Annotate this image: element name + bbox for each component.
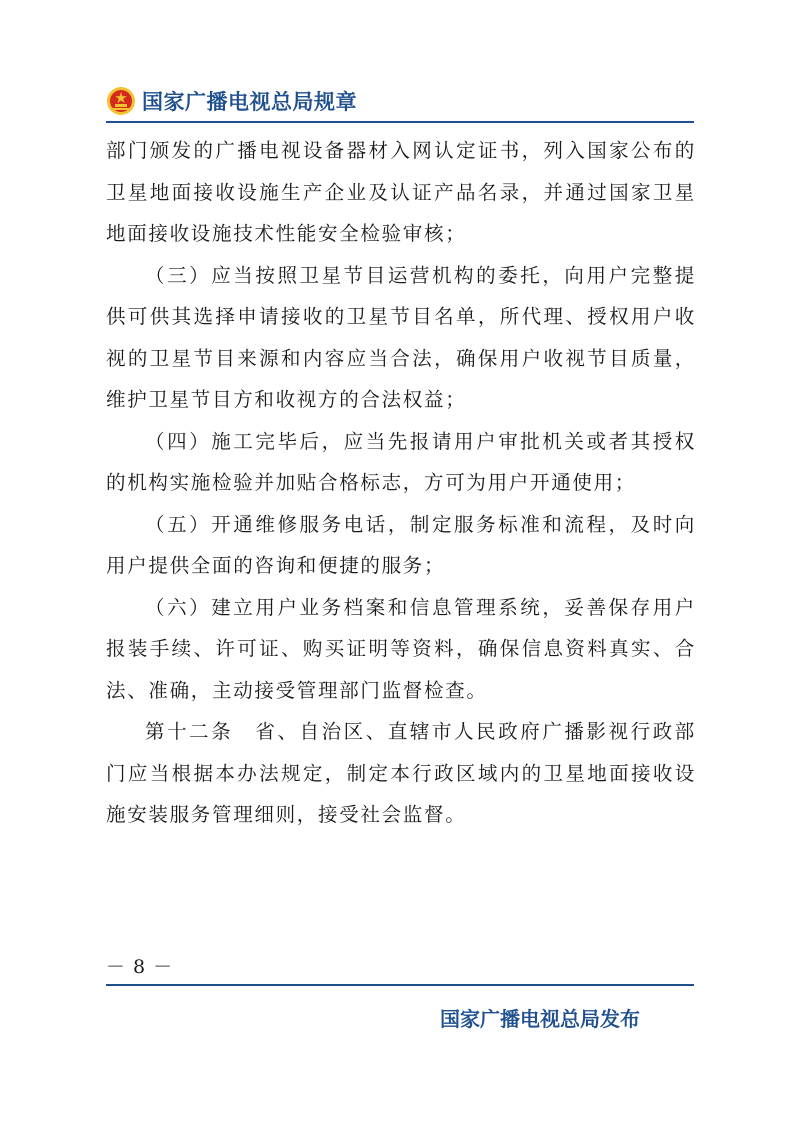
body-paragraph: （六）建立用户业务档案和信息管理系统，妥善保存用户报装手续、许可证、购买证明等资料，确保信息资料真实、合法、准确，主动接受管理部门监督检查。 [106, 595, 696, 702]
header-title: 国家广播电视总局规章 [142, 90, 357, 114]
footer-divider [106, 984, 694, 986]
body-paragraph: （四）施工完毕后，应当先报请用户审批机关或者其授权的机构实施检验并加贴合格标志，方可为用户开通使用； [106, 429, 696, 494]
publisher-footer: 国家广播电视总局发布 [440, 1007, 640, 1031]
page-number: － 8 － [106, 956, 174, 978]
body-paragraph: 第十二条 省、自治区、直辖市人民政府广播影视行政部门应当根据本办法规定，制定本行政区域内的卫星地面接收设施安装服务管理细则，接受社会监督。 [106, 720, 696, 826]
body-paragraph: （五）开通维修服务电话，制定服务标准和流程，及时向用户提供全面的咨询和便捷的服务； [106, 512, 696, 577]
document-header [106, 84, 357, 118]
header-divider [106, 121, 694, 123]
national-emblem-icon [106, 86, 136, 116]
body-paragraph: （三）应当按照卫星节目运营机构的委托，向用户完整提供可供其选择申请接收的卫星节目名单，所代理、授权用户收视的卫星节目来源和内容应当合法，确保用户收视节目质量，维护卫星节目方和收视方的合法权益； [106, 263, 696, 411]
body-paragraph: 部门颁发的广播电视设备器材入网认定证书，列入国家公布的卫星地面接收设施生产企业及认证产品名录，并通过国家卫星地面接收设施技术性能安全检验审核； [106, 139, 696, 245]
document-body [106, 130, 696, 836]
